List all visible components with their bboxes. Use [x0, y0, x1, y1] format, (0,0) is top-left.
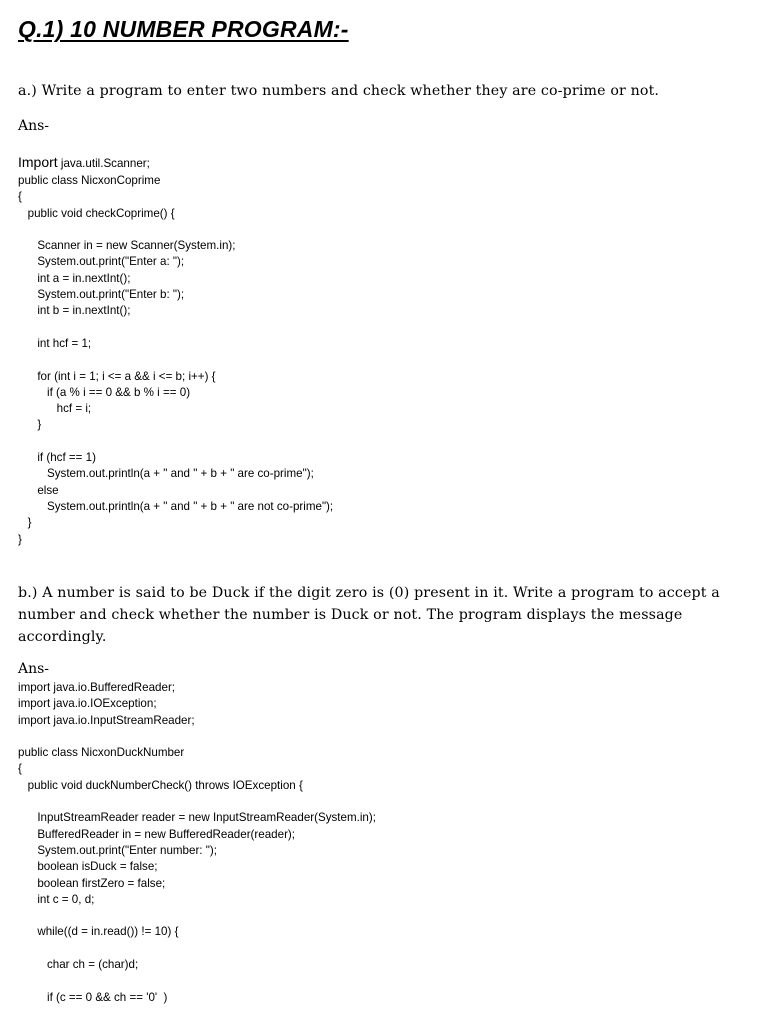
code-line [18, 352, 333, 368]
question-b-answer-label: Ans- [18, 661, 50, 677]
code-line: int c = 0, d; [18, 892, 95, 906]
code-line [18, 908, 376, 924]
code-line [18, 794, 376, 810]
code-line [18, 729, 376, 745]
code-line: boolean firstZero = false; [18, 876, 166, 890]
code-line: int b = in.nextInt(); [18, 304, 131, 318]
code-line: BufferedReader in = new BufferedReader(reader); [18, 827, 296, 841]
code-line: public class NicxonDuckNumber [18, 746, 185, 760]
code-line: char ch = (char)d; [18, 958, 139, 972]
code-line: public void checkCoprime() { [18, 206, 175, 220]
question-b-text: b.) A number is said to be Duck if the digit zero is (0) present in it. Write a program to accept a number and check whether the number is Duck or not. The program displays the message accordingly. [18, 585, 720, 645]
code-line: System.out.print("Enter number: "); [18, 843, 217, 857]
code-line: if (hcf == 1) [18, 451, 96, 465]
code-line: while((d = in.read()) != 10) { [18, 925, 179, 939]
code-line: System.out.println(a + " and " + b + " are not co-prime"); [18, 499, 334, 513]
question-a-text: a.) Write a program to enter two numbers and check whether they are co-prime or not. [18, 83, 660, 99]
code-line: { [18, 762, 22, 776]
code-line: System.out.print("Enter b: "); [18, 288, 185, 302]
code-line: } [18, 418, 42, 432]
code-line [18, 222, 333, 238]
code-line: } [18, 532, 22, 546]
question-b-code-block [18, 680, 376, 1006]
code-line: } [18, 516, 32, 530]
page-heading: Q.1) 10 NUMBER PROGRAM:- [18, 16, 349, 42]
import-statement: java.util.Scanner; [57, 157, 150, 170]
code-line [18, 434, 333, 450]
code-line: public class NicxonCoprime [18, 174, 161, 187]
code-line: else [18, 483, 59, 497]
code-line: int a = in.nextInt(); [18, 271, 131, 285]
code-line: hcf = i; [18, 402, 92, 416]
code-line [18, 973, 376, 989]
code-line: int hcf = 1; [18, 336, 92, 350]
code-line: for (int i = 1; i <= a && i <= b; i++) { [18, 369, 216, 383]
code-line: boolean isDuck = false; [18, 860, 158, 874]
code-line: System.out.println(a + " and " + b + " are co-prime"); [18, 467, 314, 481]
code-line [18, 941, 376, 957]
code-line: import java.io.InputStreamReader; [18, 713, 195, 727]
code-line [18, 320, 333, 336]
code-line: Scanner in = new Scanner(System.in); [18, 239, 236, 253]
code-line: System.out.print("Enter a: "); [18, 255, 185, 269]
code-line: public void duckNumberCheck() throws IOException { [18, 778, 303, 792]
import-keyword: Import [18, 154, 58, 170]
code-line: if (a % i == 0 && b % i == 0) [18, 385, 191, 399]
code-line: if (c == 0 && ch == '0' ) [18, 990, 168, 1004]
code-line: { [18, 190, 22, 204]
code-line: InputStreamReader reader = new InputStreamReader(System.in); [18, 811, 376, 825]
code-line: import java.io.IOException; [18, 697, 157, 711]
question-a-code-block [18, 173, 333, 548]
code-line: import java.io.BufferedReader; [18, 681, 176, 694]
question-a-import-line [18, 154, 150, 172]
question-a-answer-label: Ans- [18, 118, 50, 134]
